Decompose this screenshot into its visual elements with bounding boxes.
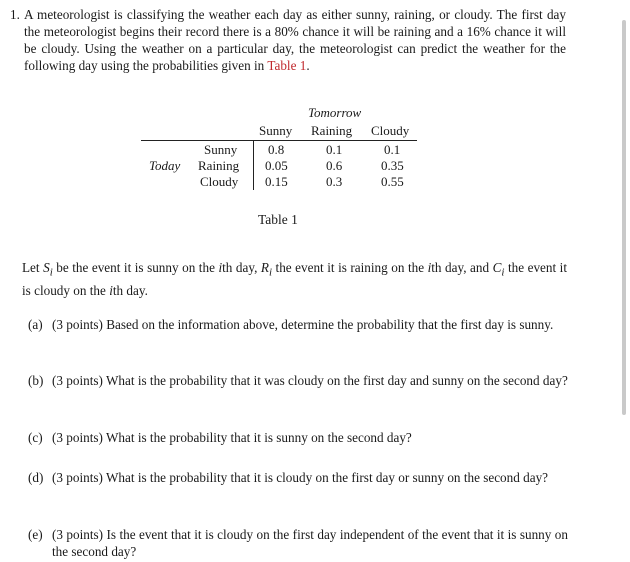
col-header-sunny: Sunny bbox=[259, 123, 293, 138]
row-label-raining: Raining bbox=[198, 158, 240, 173]
col-group-header: Tomorrow bbox=[308, 105, 362, 120]
vertical-scrollbar[interactable] bbox=[622, 20, 626, 415]
question-label: (d) bbox=[28, 470, 44, 485]
table-cell: 0.8 bbox=[268, 142, 285, 157]
question-c bbox=[28, 429, 568, 446]
row-label-sunny: Sunny bbox=[204, 142, 238, 157]
question-label: (c) bbox=[28, 430, 43, 445]
table-cell: 0.35 bbox=[381, 158, 404, 173]
problem-text-end: . bbox=[306, 58, 310, 73]
row-label-cloudy: Cloudy bbox=[200, 174, 239, 189]
question-label: (a) bbox=[28, 317, 43, 332]
question-text: (3 points) What is the probability that it is cloudy on the first day or sunny on the second day? bbox=[52, 470, 549, 485]
question-text: (3 points) What is the probability that it is sunny on the second day? bbox=[52, 430, 412, 445]
problem-text bbox=[24, 6, 566, 74]
question-d bbox=[28, 469, 568, 486]
table-caption: Table 1 bbox=[258, 212, 298, 227]
table-cell: 0.15 bbox=[265, 174, 288, 189]
question-a bbox=[28, 316, 568, 333]
table-row-divider bbox=[253, 140, 254, 190]
table-cell: 0.3 bbox=[326, 174, 343, 189]
col-header-raining: Raining bbox=[311, 123, 353, 138]
table-cell: 0.6 bbox=[326, 158, 343, 173]
event-definitions: Let $S_i$ be the event it is sunny on the ith day, $R_i$ the event it is raining on the ith day, and $C_i$ the event it is cloudy on the ith day. bbox=[22, 260, 567, 298]
question-text: (3 points) Is the event that it is cloudy on the first day independent of the event that it is sunny on the second day? bbox=[52, 527, 568, 559]
table-header-rule bbox=[141, 140, 417, 141]
question-text: (3 points) Based on the information above, determine the probability that the first day is sunny. bbox=[52, 317, 554, 332]
problem-statement bbox=[10, 6, 566, 74]
table-cell: 0.55 bbox=[381, 174, 404, 189]
col-header-cloudy: Cloudy bbox=[371, 123, 410, 138]
problem-text-main: A meteorologist is classifying the weather each day as either sunny, raining, or cloudy. The first day the meteorologist begins their record there is a 80% chance it will be raining and a 16% chance it will be cloudy. Using the weather on a particular day, the meteorologist can predict the weather for the following day using the probabilities given in bbox=[24, 7, 566, 73]
question-e bbox=[28, 526, 568, 560]
question-label: (b) bbox=[28, 373, 44, 388]
table-cell: 0.1 bbox=[384, 142, 401, 157]
question-label: (e) bbox=[28, 527, 43, 542]
table-cell: 0.1 bbox=[326, 142, 343, 157]
question-text: (3 points) What is the probability that it was cloudy on the first day and sunny on the second day? bbox=[52, 373, 568, 388]
table-reference-link[interactable]: Table 1 bbox=[267, 58, 307, 73]
row-group-header: Today bbox=[149, 158, 181, 173]
question-b bbox=[28, 372, 568, 389]
problem-number: 1. bbox=[10, 7, 20, 22]
table-cell: 0.05 bbox=[265, 158, 288, 173]
